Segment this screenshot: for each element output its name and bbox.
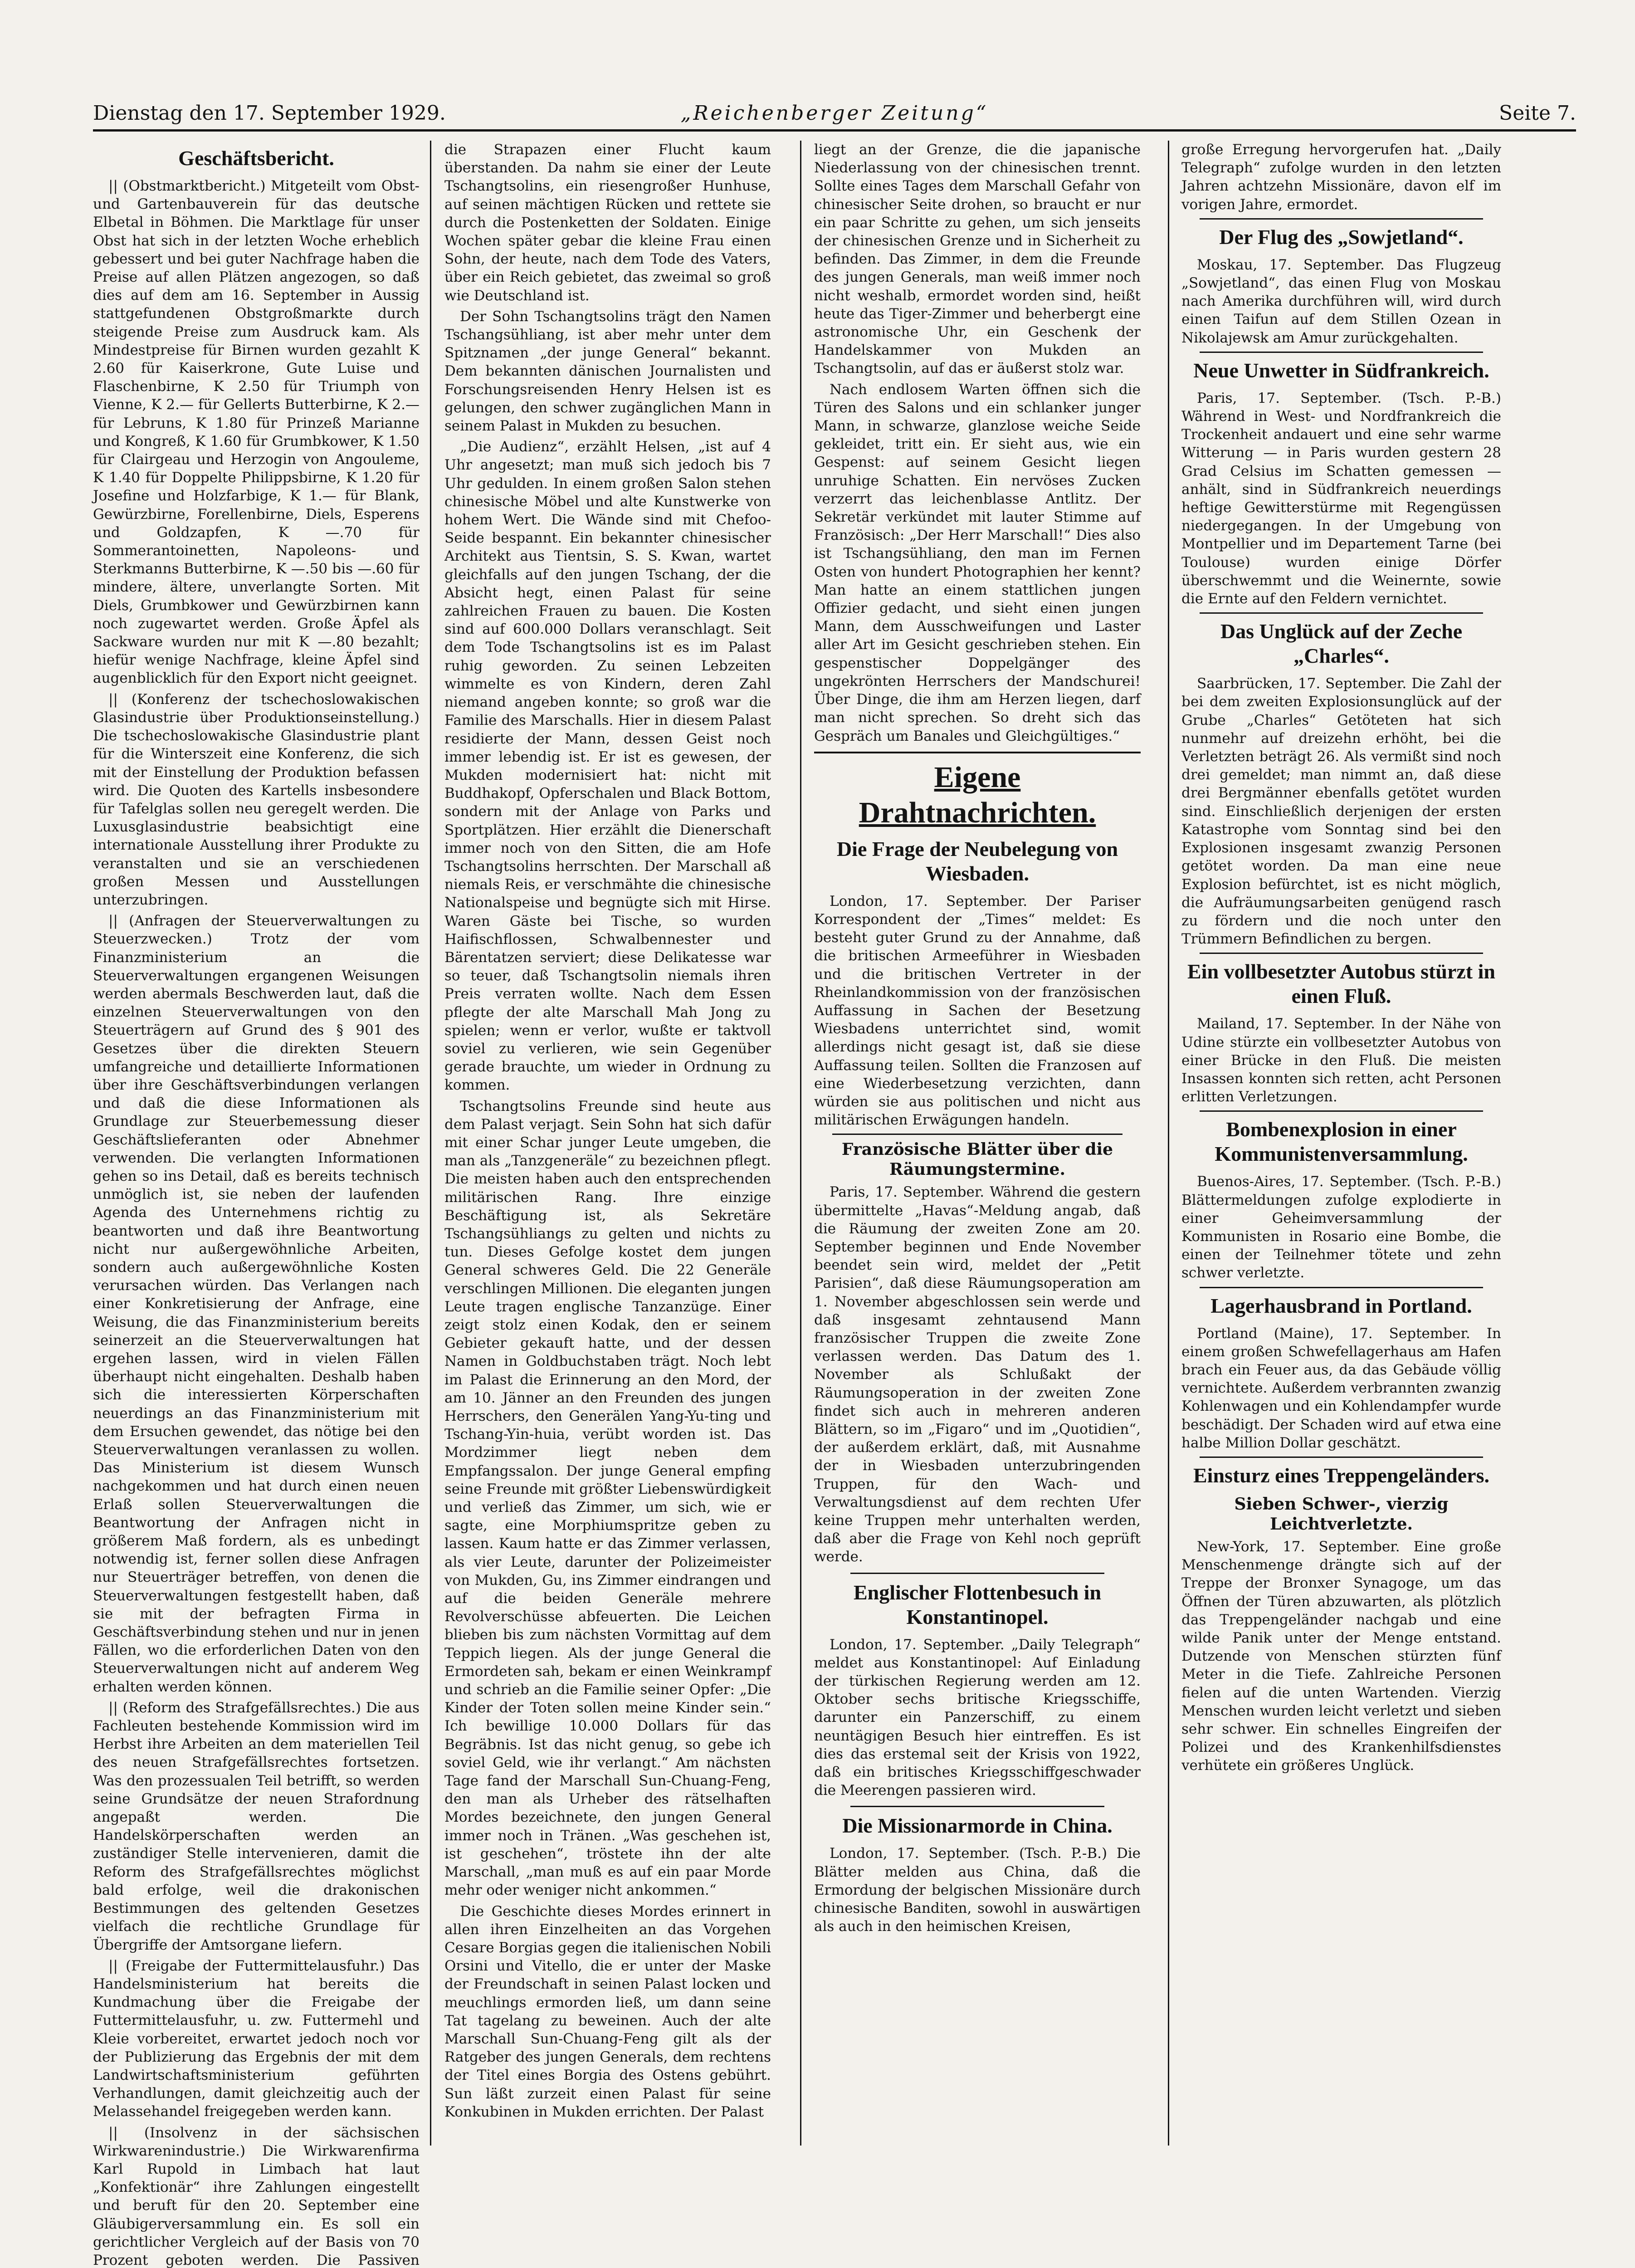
article-paragraph: New-York, 17. September. Eine große Menschenmenge drängte sich auf der Treppe der Bronxer Synagoge, um das Öffnen der Türen abzuwarten, als plötzlich das Treppengeländer nachgab und eine wilde Panik unter der Menge entstand. Dutzende von Menschen stürzten fünf Meter in die Tiefe. Zahlreiche Personen fielen auf die unten Wartenden. Vierzig Menschen wurden leicht verletzt und sieben sehr schwer. Ein schnelles Eingreifen der Polizei und des Krankenhilfsdienstes verhütete ein größeres Unglück.: [1181, 1538, 1501, 1774]
column-1: [93, 141, 420, 2268]
column-3: [814, 141, 1141, 2150]
article-separator: [832, 1134, 1123, 1135]
article-paragraph: || (Anfragen der Steuerverwaltungen zu Steuerzwecken.) Trotz der vom Finanzministerium an die Steuerverwaltungen ergangenen Weisungen werden abermals Beschwerden laut, daß die einzelnen Steuerverwaltungen von den Steuerträgern auf Grund des § 901 des Gesetzes über die direkten Steuern umfangreiche und detaillierte Informationen über ihre Geschäftsverbindungen verlangen und daß die diese Informationen als Grundlage zur Steuerbemessung dieser Geschäftslieferanten oder Abnehmer verwenden. Die verlangten Informationen gehen so ins Detail, daß es bereits technisch unmöglich ist, sie neben der laufenden Agenda des Unternehmens richtig zu beantworten und daß ihre Beantwortung nicht nur außergewöhnliche Arbeiten, sondern auch außergewöhnliche Kosten verursachen würden. Das Verlangen nach einer Konkretisierung der Anfrage, eine Weisung, die das Finanzministerium bereits seinerzeit an die Steuerverwaltungen hat ergehen lassen, wird in vielen Fällen überhaupt nicht eingehalten. Deshalb haben sich die interessierten Körperschaften neuerdings an das Finanzministerium mit dem Ersuchen gewendet, das nötige bei den Steuerverwaltungen veranlassen zu wollen. Das Ministerium ist diesem Wunsch nachgekommen und hat durch einen neuen Erlaß sollen Steuerverwaltungen die Beantwortung der Anfragen nicht in größerem Maß fordern, als es unbedingt notwendig ist, ferner sollen diese Anfragen nur Steuerträger betreffen, von denen die Steuerverwaltungen festgestellt haben, daß sie mit der befragten Firma in Geschäftsverbindung stehen und nur in jenen Fällen, wo die erforderlichen Daten von den Steuerverwaltungen nicht auf anderem Weg erhalten werden können.: [93, 913, 420, 1695]
article-paragraph: || (Freigabe der Futtermittelausfuhr.) Das Handelsministerium hat bereits die Kundmachung über die Freigabe der Futtermittelausfuhr, u. zw. Futtermehl und Kleie vorbereitet, erwartet jedoch noch vor der Publizierung das Ergebnis der mit dem Landwirtschaftsministerium geführten Verhandlungen, damit gleichzeitig auch der Melassehandel freigegeben werden kann.: [93, 1957, 420, 2120]
article-separator: [850, 1573, 1104, 1574]
article-subheadline: Sieben Schwer-, vierzig Leichtverletzte.: [1234, 1494, 1449, 1534]
article-paragraph: || (Obstmarktbericht.) Mitgeteilt vom Obst- und Gartenbauverein für das deutsche Elbetal in Böhmen. Die Marktlage für unser Obst hat sich in der letzten Woche erheblich gebessert und bei guter Nachfrage haben die Preise auf allen Plätzen angezogen, so daß dies auf dem am 16. September in Aussig stattgefundenen Obstgroßmarkte durch steigende Preise zum Ausdruck kam. Als Mindestpreise für Birnen wurden gezahlt K 2.60 für Kaiserkrone, Gute Luise und Flaschenbirne, K 2.50 für Triumph von Vienne, K 2.— für Gellerts Butterbirne, K 2.— für Lebruns, K 1.80 für Prinzeß Marianne und Kongreß, K 1.60 für Grumbkower, K 1.50 für Clairgeau und Herzogin von Angouleme, K 1.40 für Doppelte Philippsbirne, K 1.20 für Josefine und Holzfarbige, K 1.— für Blank, Gewürzbirne, Forellenbirne, Diels, Esperens und Goldzapfen, K —.70 für Sommerantoinetten, Napoleons- und Sterkmanns Butterbirne, K —.50 bis —.60 für mindere, ältere, unverlangte Sorten. Mit Diels, Grumbkower und Gewürzbirnen kann noch zugewartet werden. Große Äpfel als Sackware wurden nur mit K —.80 bezahlt; hiefür wenige Nachfrage, kleine Äpfel sind augenblicklich für den Export nicht geeignet.: [93, 178, 420, 687]
article-paragraph: Nach endlosem Warten öffnen sich die Türen des Salons und ein schlanker junger Mann, in schwarze, glanzlose weiche Seide gekleidet, tritt ein. Er sieht aus, wie ein Gespenst: auf seinem Gesicht liegen unruhige Schatten. Ein nervöses Zucken verzerrt das leichenblasse Antlitz. Der Sekretär verkündet mit lauter Stimme auf Französisch: „Der Herr Marschall!“ Dies also ist Tschangsühliang, den man im Fernen Osten von hundert Photographien her kennt? Man hatte an einem stattlichen jungen Offizier gedacht, und sieht einen jungen Mann, dem Ausschweifungen und Laster aller Art im Gesicht geschrieben stehen. Ein gespenstischer Doppelgänger des ungekrönten Herrschers der Mandschurei! Über Dinge, die ihm am Herzen liegen, darf man nicht sprechen. So dreht sich das Gespräch um Banales und Gleichgültiges.“: [814, 381, 1141, 744]
article-paragraph: Tschangtsolins Freunde sind heute aus dem Palast verjagt. Sein Sohn hat sich dafür mit einer Schar junger Leute umgeben, die man als „Tanzgeneräle“ zu bezeichnen pflegt. Die meisten haben auch den entsprechenden militärischen Rang. Ihre einzige Beschäftigung ist, als Sekretäre Tschangsühliangs zu gelten und nichts zu tun. Dieses Gefolge kostet dem jungen General schweres Geld. Die 22 Generäle verschlingen Millionen. Die eleganten jungen Leute tragen englische Tanzanzüge. Einer zeigt stolz einen Kodak, den er seinem Gebieter gekauft hatte, und der dessen Namen in Goldbuchstaben trägt. Noch lebt im Palast die Erinnerung an den Mord, der am 10. Jänner an den Freunden des jungen Herrschers, den Generälen Yang-Yu-ting und Tschang-Yin-huia, verübt worden ist. Das Mordzimmer liegt neben dem Empfangssalon. Der junge General empfing seine Freunde mit größter Liebenswürdigkeit und verließ das Zimmer, um sich, wie er sagte, eine Morphiumspritze geben zu lassen. Kaum hatte er das Zimmer verlassen, als vier Leute, darunter der Polizeimeister von Mukden, Gu, ins Zimmer eindrangen und auf die beiden Generäle mehrere Revolverschüsse abfeuerten. Die Leichen blieben bis zum nächsten Vormittag auf dem Teppich liegen. Als der junge General die Ermordeten sah, bekam er einen Weinkrampf und schrieb an die Familie seiner Opfer: „Die Kinder der Toten sollen meine Kinder sein.“ Ich bewillige 10.000 Dollars für das Begräbnis. Ist das nicht genug, so gebe ich soviel Geld, wie ihr verlangt.“ Am nächsten Tage fand der Marschall Sun-Chuang-Feng, den man als Urheber des rätselhaften Mordes bezeichnete, den jungen General immer noch in Tränen. „Was geschehen ist, ist geschehen“, tröstete ihn der alte Marschall, „man muß es auf ein paar Morde mehr oder weniger nicht ankommen.“: [444, 1098, 771, 1899]
article-separator: [1200, 1110, 1483, 1112]
article-paragraph: Saarbrücken, 17. September. Die Zahl der bei dem zweiten Explosionsunglück auf der Grube „Charles“ Getöteten hat sich nunmehr auf dreizehn erhöht, bei die Verletzten beträgt 26. Als vermißt sind noch drei gemeldet; man nimmt an, daß diese drei Bergmänner ebenfalls getötet wurden sind. Einschließlich derjenigen der ersten Katastrophe vom Sonntag sind bei den Explosionen insgesamt zwanzig Personen getötet worden. Da man eine neue Explosion befürchtet, ist es nicht möglich, die Aufräumungsarbeiten genügend rasch zu fördern und die noch unter den Trümmern Befindlichen zu bergen.: [1181, 675, 1501, 948]
article-subheadline: Französische Blätter über die Räumungstermine.: [841, 1140, 1113, 1179]
column-rule: [1168, 141, 1169, 2146]
section-title: Geschäftsbericht.: [178, 147, 334, 170]
header-masthead: „Reichenberger Zeitung“: [680, 102, 989, 125]
article-separator: [1200, 1287, 1483, 1288]
article-headline: Der Flug des „Sowjetland“.: [1219, 225, 1464, 249]
article-paragraph: London, 17. September. Der Pariser Korrespondent der „Times“ meldet: Es besteht guter Grund zu der Annahme, daß die britischen Armeeführer in Wiesbaden und die britischen Vertreter in der Rheinlandkommission von der französischen Auffassung in Sachen der Besetzung Wiesbadens unterrichtet sind, womit allerdings nicht gesagt ist, daß sie diese Auffassung teilen. Sollten die Franzosen auf eine Wiederbesetzung verzichten, dann würden sie aus politischen und nicht aus militärischen Erwägungen handeln.: [814, 893, 1141, 1129]
article-separator: [1200, 1457, 1483, 1458]
article-paragraph: Moskau, 17. September. Das Flugzeug „Sowjetland“, das einen Flug von Moskau nach Amerika durchführen will, wird durch einen Taifun auf dem Stillen Ozean in Nikolajewsk am Amur zurückgehalten.: [1181, 256, 1501, 346]
article-separator: [1200, 953, 1483, 954]
article-paragraph: Buenos-Aires, 17. September. (Tsch. P.-B.) Blättermeldungen zufolge explodierte in einer Geheimversammlung der Kommunisten in Rosario eine Bombe, die einen der Teilnehmer tötete und zehn schwer verletzte.: [1181, 1173, 1501, 1281]
article-paragraph: „Die Audienz“, erzählt Helsen, „ist auf 4 Uhr angesetzt; man muß sich jedoch bis 7 Uhr gedulden. In einem großen Salon stehen chinesische Möbel und alte Kunstwerke von hohem Wert. Die Wände sind mit Chefoo-Seide bespannt. Ein bekannter chinesischer Architekt aus Tientsin, S. S. Kwan, wartet gleichfalls auf den jungen Tschang, der die Absicht hegt, einen Palast für seine zahlreichen Frauen zu bauen. Die Kosten sind auf 600.000 Dollars veranschlagt. Seit dem Tode Tschangtsolins ist es im Palast ruhig geworden. Zu seinen Lebzeiten wimmelte es von Kindern, deren Zahl niemand angeben konnte; so groß war die Familie des Marschalls. Hier in diesem Palast residierte der Mann, dessen Geist noch immer lebendig ist. Er ist es gewesen, der Mukden modernisiert hat: nicht mit Buddhakopf, Opferschalen und Black Bottom, sondern mit der Anlage von Parks und Sportplätzen. Hier erzählt die Dienerschaft immer noch von den Sitten, die am Hofe Tschangtsolins herrschten. Der Marschall aß niemals Reis, er verschmähte die chinesische Nationalspeise und begnügte sich mit Hirse. Waren Gäste bei Tische, so wurden Haifischflossen, Schwalbennester und Bärentatzen serviert; diese Delikatesse war so teuer, daß Tschangtsolin niemals ihren Preis verraten wollte. Nach dem Essen pflegte der alte Marschall Mah Jong zu spielen; wenn er verlor, wußte er taktvoll soviel zu verlieren, wie sein Gegenüber gerade brauchte, um wieder in Ordnung zu kommen.: [444, 439, 771, 1094]
column-rule: [430, 141, 431, 2146]
article-paragraph: die Strapazen einer Flucht kaum überstanden. Da nahm sie einer der Leute Tschangtsolins, ein riesengroßer Hunhuse, auf seinen mächtigen Rücken und rettete sie durch die Postenketten der Soldaten. Einige Wochen später gebar die kleine Frau einen Sohn, der heute, nach dem Tode des Vaters, über ein Reich gebietet, das zweimal so groß wie Deutschland ist.: [444, 142, 771, 304]
article-headline: Die Frage der Neubelegung von Wiesbaden.: [836, 837, 1118, 885]
article-paragraph: Paris, 17. September. (Tsch. P.-B.) Während in West- und Nordfrankreich die Trockenheit andauert und eine sehr warme Witterung — in Paris wurden gestern 28 Grad Celsius im Schatten gemessen — anhält, sind in Südfrankreich neuerdings heftige Gewitterstürme mit Regengüssen niedergegangen. In der Umgebung von Montpellier und im Departement Tarne (bei Toulouse) wurden einige Dörfer überschwemmt und die Weinernte, sowie die Ernte auf den Feldern vernichtet.: [1181, 390, 1501, 607]
article-paragraph: große Erregung hervorgerufen hat. „Daily Telegraph“ zufolge wurden in den letzten Jahren achtzehn Missionäre, davon elf im vorigen Jahre, ermordet.: [1181, 142, 1501, 213]
column-rule: [800, 141, 801, 2146]
column-4: [1181, 141, 1501, 2150]
column-2: [444, 141, 771, 2150]
article-headline: Ein vollbesetzter Autobus stürzt in einen Fluß.: [1187, 960, 1495, 1008]
section-separator: [814, 752, 1141, 753]
article-paragraph: Der Sohn Tschangtsolins trägt den Namen Tschangsühliang, ist aber mehr unter dem Spitznamen „der junge General“ bekannt. Dem bekannten dänischen Journalisten und Forschungsreisenden Henry Helsen ist es gelungen, den schwer zugänglichen Mann in seinem Palast in Mukden zu besuchen.: [444, 308, 771, 435]
article-paragraph: Paris, 17. September. Während die gestern übermittelte „Havas“-Meldung angab, daß die Räumung der zweiten Zone am 20. September beginnen und Ende November beendet sein wird, meldet der „Petit Parisien“, daß diese Räumungsoperation am 1. November abgeschlossen sein werde und daß insgesamt zehntausend Mann französischer Truppen die zweite Zone verlassen werden. Das Datum des 1. November als Schlußakt der Räumungsoperation in der zweiten Zone findet sich auch in mehreren anderen Blättern, so im „Figaro“ und im „Quotidien“, der außerdem erklärt, daß, mit Ausnahme der in Wiesbaden unterzubringenden Truppen, für den Wach- und Verwaltungsdienst auf dem rechten Ufer keine Truppen mehr unterhalten werden, daß aber die Frage von Kehl noch geprüft werde.: [814, 1184, 1141, 1565]
article-separator: [1200, 218, 1483, 220]
article-headline: Einsturz eines Treppengeländers.: [1193, 1463, 1489, 1487]
article-headline: Das Unglück auf der Zeche „Charles“.: [1220, 620, 1463, 668]
article-headline: Bombenexplosion in einer Kommunistenversammlung.: [1215, 1118, 1468, 1166]
article-paragraph: London, 17. September. „Daily Telegraph“ meldet aus Konstantinopel: Auf Einladung der türkischen Regierung werden am 12. Oktober sechs britische Kriegsschiffe, darunter ein Panzerschiff, zu einem neuntägigen Besuch hier eintreffen. Es ist dies das erstemal seit der Krisis von 1922, daß ein britisches Kriegsschiffgeschwader die Meerengen passieren wird.: [814, 1636, 1141, 1799]
article-paragraph: liegt an der Grenze, die die japanische Niederlassung von der chinesischen trennt. Sollte eines Tages dem Marschall Gefahr von chinesischer Seite drohen, so braucht er nur ein paar Schritte zu gehen, um sich jenseits der chinesischen Grenze und in Sicherheit zu befinden. Das Zimmer, in dem die Freunde des jungen Generals, man weiß immer noch nicht weshalb, ermordet worden sind, heißt heute das Tiger-Zimmer und beherbergt eine astronomische Uhr, ein Geschenk der Handelskammer von Mukden an Tschangtsolin, auf das er äußerst stolz war.: [814, 142, 1141, 377]
article-headline: Lagerhausbrand in Portland.: [1210, 1294, 1472, 1317]
section-title-wire-news: Eigene Drahtnachrichten.: [859, 760, 1096, 829]
article-separator: [1200, 352, 1483, 353]
article-paragraph: Die Geschichte dieses Mordes erinnert in allen ihren Einzelheiten an das Vorgehen Cesare Borgias gegen die italienischen Nobili Orsini und Vitello, die er unter der Maske der Freundschaft in seinen Palast locken und meuchlings ermorden ließ, um dann seine Tat tagelang zu beweinen. Auch der alte Marschall Sun-Chuang-Feng gilt als der Ratgeber des jungen Generals, dem rechtens der Titel eines Borgia des Ostens gebührt. Sun läßt zurzeit einen Palast für seine Konkubinen in Mukden errichten. Der Palast: [444, 1903, 771, 2120]
header-page-number: Seite 7.: [1499, 102, 1576, 125]
article-paragraph: || (Insolvenz in der sächsischen Wirkwarenindustrie.) Die Wirkwarenfirma Karl Rupold in Limbach hat laut „Konfektionär“ ihre Zahlungen eingestellt und beruft für den 20. September eine Gläubigerversammlung ein. Es soll ein gerichtlicher Vergleich auf der Basis von 70 Prozent geboten werden. Die Passiven: [93, 2124, 420, 2268]
page-header: [93, 98, 1576, 132]
article-paragraph: || (Konferenz der tschechoslowakischen Glasindustrie über Produktionseinstellung.) Die tschechoslowakische Glasindustrie plant für die Winterszeit eine Konferenz, die sich mit der Einstellung der Produktion befassen wird. Die Quoten des Kartells insbesondere für Tafelglas sollen neu geregelt werden. Die Luxusglasindustrie beabsichtigt eine internationale Ausstellung ihrer Produkte zu veranstalten und sie an verschiedenen großen Messen und Ausstellungen unterzubringen.: [93, 691, 420, 908]
article-paragraph: Portland (Maine), 17. September. In einem großen Schwefellagerhaus am Hafen brach ein Feuer aus, da das Gebäude völlig vernichtete. Außerdem verbrannten zwanzig Kohlenwagen und ein Kohlendampfer wurde beschädigt. Der Schaden wird auf etwa eine halbe Million Dollar geschätzt.: [1181, 1325, 1501, 1451]
article-separator: [850, 1806, 1104, 1807]
header-date: Dienstag den 17. September 1929.: [93, 102, 446, 125]
article-headline: Die Missionarmorde in China.: [842, 1814, 1113, 1838]
article-separator: [1200, 612, 1483, 614]
article-headline: Englischer Flottenbesuch in Konstantinopel.: [853, 1580, 1102, 1628]
article-paragraph: || (Reform des Strafgefällsrechtes.) Die aus Fachleuten bestehende Kommission wird im Herbst ihre Arbeiten an dem materiellen Teil des neuen Strafgefällsrechtes fortsetzen. Was den prozessualen Teil betrifft, so werden seine Grundsätze der neuen Strafordnung angepaßt werden. Die Handelskörperschaften werden an zuständiger Stelle intervenieren, damit die Reform des Strafgefällsrechtes möglichst bald erfolge, weil die drakonischen Bestimmungen des geltenden Gesetzes vielfach die rechtliche Grundlage für Übergriffe der Amtsorgane liefern.: [93, 1699, 420, 1953]
article-paragraph: Mailand, 17. September. In der Nähe von Udine stürzte ein vollbesetzter Autobus von einer Brücke in den Fluß. Die meisten Insassen konnten sich retten, acht Personen erlitten Verletzungen.: [1181, 1016, 1501, 1105]
article-headline: Neue Unwetter in Südfrankreich.: [1193, 358, 1489, 382]
article-paragraph: London, 17. September. (Tsch. P.-B.) Die Blätter melden aus China, daß die Ermordung der belgischen Missionäre durch chinesische Banditen, sowohl in auswärtigen als auch in den heimischen Kreisen,: [814, 1845, 1141, 1935]
